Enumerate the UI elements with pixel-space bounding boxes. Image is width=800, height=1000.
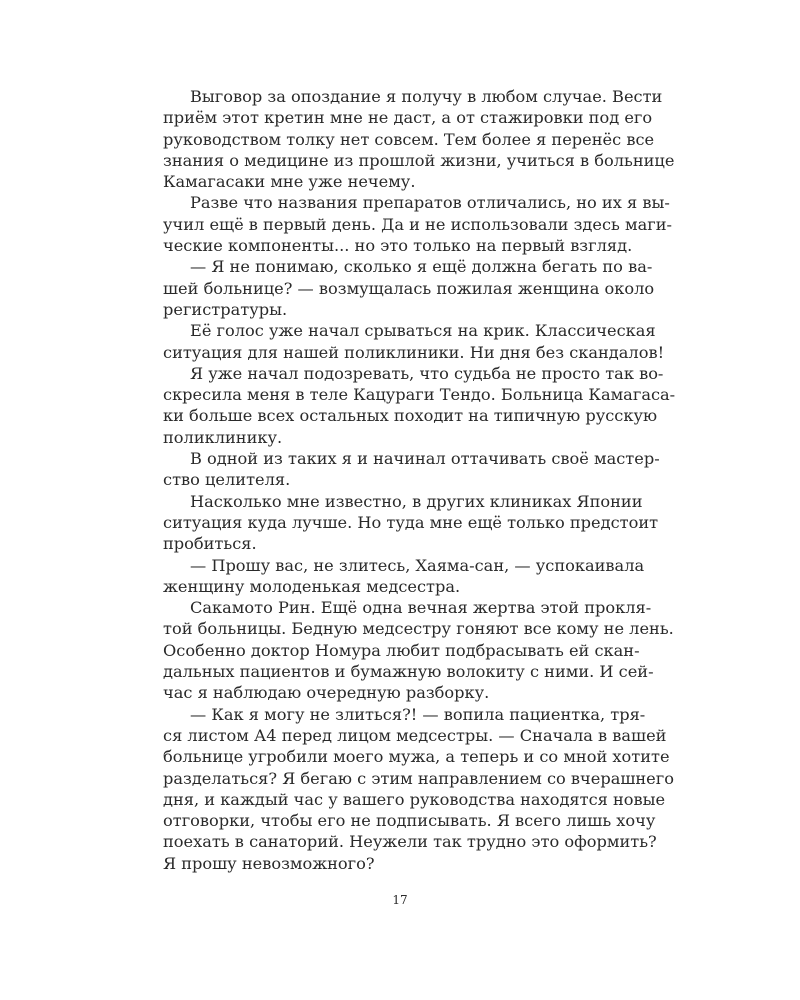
- paragraph: [163, 704, 674, 874]
- paragraph: [163, 597, 674, 703]
- text-line: женщину молоденькая медсестра.: [163, 576, 461, 596]
- text-line: Сакамото Рин. Ещё одна вечная жертва этой прокля-: [190, 598, 652, 618]
- text-line: регистратуры.: [163, 299, 288, 319]
- text-line: ки больше всех остальных походит на типичную русскую: [163, 406, 658, 426]
- text-line: час я наблюдаю очередную разборку.: [163, 683, 490, 703]
- text-line: больнице угробили моего мужа, а теперь и со мной хотите: [163, 747, 670, 767]
- text-line: Я прошу невозможного?: [163, 853, 375, 873]
- text-line: Камагасаки мне уже нечему.: [163, 172, 416, 192]
- text-line: ство целителя.: [163, 470, 291, 490]
- text-line: Выговор за опоздание я получу в любом случае. Вести: [190, 87, 663, 106]
- text-line: пробиться.: [163, 534, 257, 554]
- text-line: разделаться? Я бегаю с этим направлением со вчерашнего: [163, 768, 674, 788]
- paragraph: [163, 192, 672, 256]
- text-line: поликлинику.: [163, 427, 283, 447]
- text-line: ческие компоненты... но это только на первый взгляд.: [163, 236, 633, 256]
- text-line: Я уже начал подозревать, что судьба не просто так во-: [190, 363, 664, 383]
- text-line: приём этот кретин мне не даст, а от стажировки под его: [163, 108, 653, 128]
- text-line: — Как я могу не злиться?! — вопила пациентка, тря-: [190, 704, 646, 724]
- text-line: той больницы. Бедную медсестру гоняют все кому не лень.: [163, 619, 674, 639]
- text-line: ся листом А4 перед лицом медсестры. — Сначала в вашей: [163, 725, 667, 745]
- paragraph: [163, 555, 645, 598]
- page-text-block: [163, 86, 676, 874]
- text-line: скресила меня в теле Кацураги Тендо. Больница Камагаса-: [163, 385, 676, 405]
- paragraph: [163, 320, 665, 363]
- text-line: знания о медицине из прошлой жизни, учиться в больнице: [163, 150, 675, 170]
- text-line: учил ещё в первый день. Да и не использовали здесь маги-: [163, 214, 672, 234]
- text-line: Насколько мне известно, в других клиниках Японии: [190, 491, 643, 511]
- text-line: Её голос уже начал срываться на крик. Классическая: [190, 321, 656, 341]
- text-line: Особенно доктор Номура любит подбрасывать ей скан-: [163, 640, 640, 660]
- paragraph: [163, 256, 655, 320]
- page-number: 17: [392, 893, 408, 907]
- text-line: руководством толку нет совсем. Тем более я перенёс все: [163, 129, 655, 149]
- paragraph: [163, 86, 675, 192]
- text-line: — Я не понимаю, сколько я ещё должна бегать по ва-: [190, 257, 653, 277]
- text-line: В одной из таких я и начинал оттачивать своё мастер-: [190, 449, 660, 469]
- text-line: шей больнице? — возмущалась пожилая женщина около: [163, 278, 655, 298]
- paragraph: [163, 363, 676, 448]
- text-line: дня, и каждый час у вашего руководства находятся новые: [163, 789, 666, 809]
- text-line: поехать в санаторий. Неужели так трудно это оформить?: [163, 832, 657, 852]
- text-line: ситуация куда лучше. Но туда мне ещё только предстоит: [163, 512, 659, 532]
- text-line: отговорки, чтобы его не подписывать. Я всего лишь хочу: [163, 811, 656, 831]
- paragraph: [163, 448, 660, 491]
- paragraph: [163, 491, 659, 555]
- text-line: дальных пациентов и бумажную волокиту с ними. И сей-: [163, 662, 654, 682]
- text-line: ситуация для нашей поликлиники. Ни дня без скандалов!: [163, 342, 665, 362]
- text-line: — Прошу вас, не злитесь, Хаяма-сан, — успокаивала: [190, 555, 645, 575]
- text-line: Разве что названия препаратов отличались, но их я вы-: [190, 193, 670, 213]
